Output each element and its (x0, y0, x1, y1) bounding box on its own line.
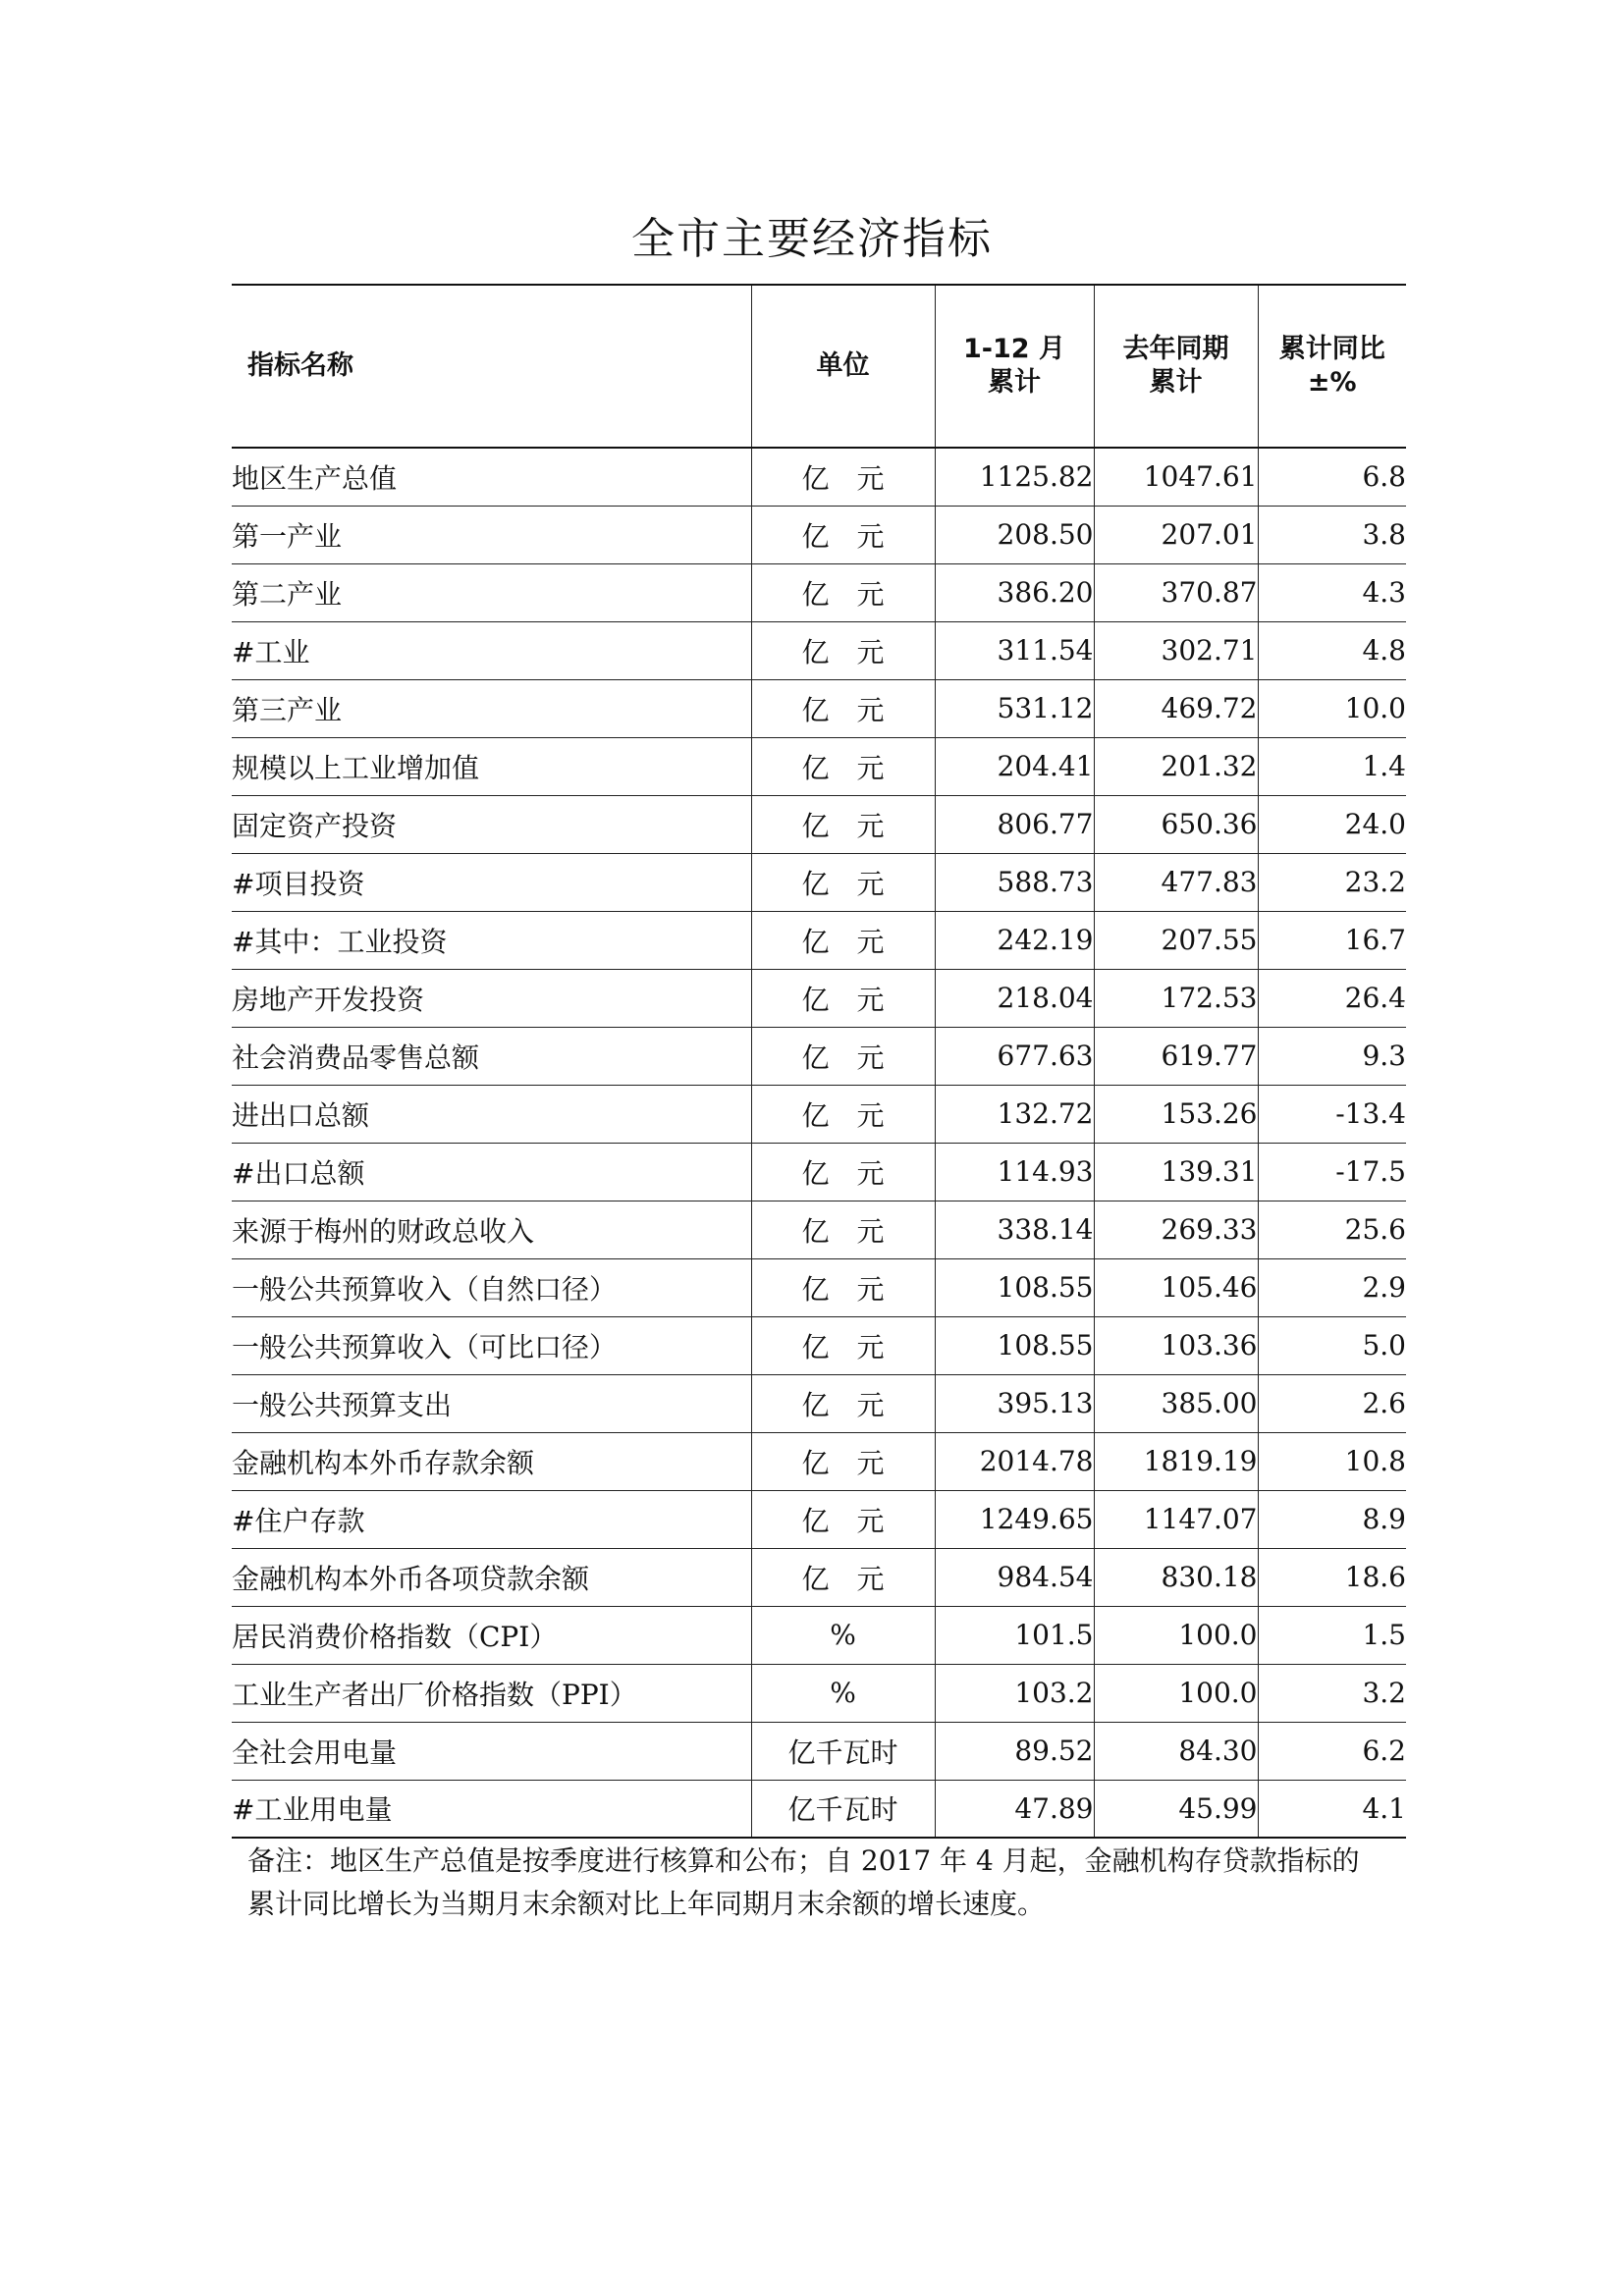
previous-value-cell: 385.00 (1094, 1374, 1258, 1432)
page-title: 全市主要经济指标 (631, 214, 993, 264)
table-row (232, 563, 1406, 621)
header-current-line2: 累计 (988, 367, 1041, 398)
indicator-name-cell: 规模以上工业增加值 (232, 737, 751, 795)
current-value-cell: 89.52 (935, 1722, 1094, 1780)
current-value-cell: 311.54 (935, 621, 1094, 679)
current-value-cell: 588.73 (935, 853, 1094, 911)
previous-value-cell: 1047.61 (1094, 448, 1258, 506)
header-previous-line1: 去年同期 (1122, 334, 1229, 364)
indicator-name-cell: 房地产开发投资 (232, 969, 751, 1027)
table-row (232, 853, 1406, 911)
current-value-cell: 395.13 (935, 1374, 1094, 1432)
indicators-table (232, 284, 1406, 1839)
current-value-cell: 677.63 (935, 1027, 1094, 1085)
current-value-cell: 204.41 (935, 737, 1094, 795)
indicator-name-cell: 金融机构本外币存款余额 (232, 1432, 751, 1490)
footnote-line-1: 备注：地区生产总值是按季度进行核算和公布；自 2017 年 4 月起，金融机构存贷款指标的 (247, 1844, 1360, 1877)
indicator-name-cell: 社会消费品零售总额 (232, 1027, 751, 1085)
yoy-change-cell: 4.3 (1258, 563, 1406, 621)
indicator-name-cell: 地区生产总值 (232, 448, 751, 506)
indicator-name-cell: 来源于梅州的财政总收入 (232, 1201, 751, 1258)
yoy-change-cell: 2.9 (1258, 1258, 1406, 1316)
unit-cell: 亿 元 (751, 679, 935, 737)
current-value-cell: 108.55 (935, 1316, 1094, 1374)
previous-value-cell: 207.01 (1094, 506, 1258, 563)
unit-cell: 亿 元 (751, 621, 935, 679)
table-body (232, 448, 1406, 1838)
current-value-cell: 386.20 (935, 563, 1094, 621)
table-row (232, 1143, 1406, 1201)
indicator-name-cell: 第三产业 (232, 679, 751, 737)
indicator-name-cell: 居民消费价格指数（CPI） (232, 1606, 751, 1664)
unit-cell: 亿 元 (751, 1548, 935, 1606)
previous-value-cell: 84.30 (1094, 1722, 1258, 1780)
previous-value-cell: 1819.19 (1094, 1432, 1258, 1490)
table-row (232, 1664, 1406, 1722)
previous-value-cell: 207.55 (1094, 911, 1258, 969)
indicator-name-cell: #工业用电量 (232, 1780, 751, 1838)
current-value-cell: 208.50 (935, 506, 1094, 563)
unit-cell: 亿 元 (751, 969, 935, 1027)
unit-cell: 亿 元 (751, 448, 935, 506)
unit-cell: 亿 元 (751, 563, 935, 621)
table-header-row (232, 285, 1406, 448)
table-row (232, 506, 1406, 563)
current-value-cell: 531.12 (935, 679, 1094, 737)
unit-cell: % (751, 1664, 935, 1722)
previous-value-cell: 153.26 (1094, 1085, 1258, 1143)
unit-cell: 亿 元 (751, 506, 935, 563)
unit-cell: 亿 元 (751, 795, 935, 853)
yoy-change-cell: 9.3 (1258, 1027, 1406, 1085)
current-value-cell: 47.89 (935, 1780, 1094, 1838)
yoy-change-cell: -17.5 (1258, 1143, 1406, 1201)
current-value-cell: 101.5 (935, 1606, 1094, 1664)
footnote (247, 1840, 1402, 1926)
current-value-cell: 114.93 (935, 1143, 1094, 1201)
previous-value-cell: 469.72 (1094, 679, 1258, 737)
current-value-cell: 103.2 (935, 1664, 1094, 1722)
indicator-name-cell: 进出口总额 (232, 1085, 751, 1143)
previous-value-cell: 302.71 (1094, 621, 1258, 679)
indicator-name-cell: #住户存款 (232, 1490, 751, 1548)
previous-value-cell: 100.0 (1094, 1664, 1258, 1722)
unit-cell: % (751, 1606, 935, 1664)
header-unit-label: 单位 (816, 350, 870, 381)
yoy-change-cell: 8.9 (1258, 1490, 1406, 1548)
yoy-change-cell: 5.0 (1258, 1316, 1406, 1374)
unit-cell: 亿 元 (751, 911, 935, 969)
yoy-change-cell: 3.2 (1258, 1664, 1406, 1722)
header-indicator-name (232, 285, 751, 448)
previous-value-cell: 1147.07 (1094, 1490, 1258, 1548)
yoy-change-cell: 3.8 (1258, 506, 1406, 563)
header-yoy-change (1258, 285, 1406, 448)
unit-cell: 亿 元 (751, 1490, 935, 1548)
table-row (232, 1780, 1406, 1838)
yoy-change-cell: 24.0 (1258, 795, 1406, 853)
indicator-name-cell: #出口总额 (232, 1143, 751, 1201)
unit-cell: 亿 元 (751, 1143, 935, 1201)
current-value-cell: 132.72 (935, 1085, 1094, 1143)
current-value-cell: 2014.78 (935, 1432, 1094, 1490)
previous-value-cell: 100.0 (1094, 1606, 1258, 1664)
header-previous-line2: 累计 (1149, 367, 1203, 398)
table-row (232, 795, 1406, 853)
current-value-cell: 108.55 (935, 1258, 1094, 1316)
table-row (232, 679, 1406, 737)
indicator-name-cell: 金融机构本外币各项贷款余额 (232, 1548, 751, 1606)
unit-cell: 亿 元 (751, 1374, 935, 1432)
table-row (232, 737, 1406, 795)
yoy-change-cell: 10.0 (1258, 679, 1406, 737)
yoy-change-cell: 4.8 (1258, 621, 1406, 679)
yoy-change-cell: -13.4 (1258, 1085, 1406, 1143)
indicator-name-cell: 一般公共预算收入（自然口径） (232, 1258, 751, 1316)
unit-cell: 亿 元 (751, 737, 935, 795)
indicator-name-cell: 全社会用电量 (232, 1722, 751, 1780)
table-row (232, 1258, 1406, 1316)
previous-value-cell: 650.36 (1094, 795, 1258, 853)
yoy-change-cell: 1.5 (1258, 1606, 1406, 1664)
table-row (232, 1085, 1406, 1143)
yoy-change-cell: 6.8 (1258, 448, 1406, 506)
table-row (232, 1027, 1406, 1085)
table-row (232, 448, 1406, 506)
yoy-change-cell: 18.6 (1258, 1548, 1406, 1606)
yoy-change-cell: 26.4 (1258, 969, 1406, 1027)
yoy-change-cell: 6.2 (1258, 1722, 1406, 1780)
previous-value-cell: 45.99 (1094, 1780, 1258, 1838)
unit-cell: 亿 元 (751, 1316, 935, 1374)
indicator-name-cell: 工业生产者出厂价格指数（PPI） (232, 1664, 751, 1722)
indicator-name-cell: 一般公共预算收入（可比口径） (232, 1316, 751, 1374)
header-current-cumulative (935, 285, 1094, 448)
unit-cell: 亿千瓦时 (751, 1722, 935, 1780)
current-value-cell: 242.19 (935, 911, 1094, 969)
unit-cell: 亿 元 (751, 1027, 935, 1085)
previous-value-cell: 477.83 (1094, 853, 1258, 911)
header-unit (751, 285, 935, 448)
header-indicator-name-label: 指标名称 (247, 350, 353, 381)
yoy-change-cell: 16.7 (1258, 911, 1406, 969)
current-value-cell: 984.54 (935, 1548, 1094, 1606)
current-value-cell: 806.77 (935, 795, 1094, 853)
unit-cell: 亿 元 (751, 1258, 935, 1316)
previous-value-cell: 370.87 (1094, 563, 1258, 621)
table-row (232, 969, 1406, 1027)
current-value-cell: 338.14 (935, 1201, 1094, 1258)
table-row (232, 1722, 1406, 1780)
table-row (232, 1490, 1406, 1548)
previous-value-cell: 172.53 (1094, 969, 1258, 1027)
table-row (232, 621, 1406, 679)
current-value-cell: 1249.65 (935, 1490, 1094, 1548)
previous-value-cell: 201.32 (1094, 737, 1258, 795)
table-row (232, 911, 1406, 969)
indicator-name-cell: 第二产业 (232, 563, 751, 621)
previous-value-cell: 269.33 (1094, 1201, 1258, 1258)
yoy-change-cell: 1.4 (1258, 737, 1406, 795)
current-value-cell: 1125.82 (935, 448, 1094, 506)
table-row (232, 1606, 1406, 1664)
footnote-line-2: 累计同比增长为当期月末余额对比上年同期月末余额的增长速度。 (247, 1888, 1046, 1920)
previous-value-cell: 103.36 (1094, 1316, 1258, 1374)
unit-cell: 亿 元 (751, 1201, 935, 1258)
header-yoy-line1: 累计同比 (1278, 334, 1385, 364)
current-value-cell: 218.04 (935, 969, 1094, 1027)
table-row (232, 1432, 1406, 1490)
table-row (232, 1316, 1406, 1374)
table-row (232, 1548, 1406, 1606)
indicator-name-cell: #项目投资 (232, 853, 751, 911)
previous-value-cell: 105.46 (1094, 1258, 1258, 1316)
indicator-name-cell: #工业 (232, 621, 751, 679)
yoy-change-cell: 10.8 (1258, 1432, 1406, 1490)
previous-value-cell: 830.18 (1094, 1548, 1258, 1606)
indicator-name-cell: #其中：工业投资 (232, 911, 751, 969)
yoy-change-cell: 4.1 (1258, 1780, 1406, 1838)
yoy-change-cell: 2.6 (1258, 1374, 1406, 1432)
unit-cell: 亿 元 (751, 1432, 935, 1490)
header-previous-cumulative (1094, 285, 1258, 448)
header-yoy-line2: ±% (1307, 367, 1357, 398)
unit-cell: 亿 元 (751, 1085, 935, 1143)
indicator-name-cell: 一般公共预算支出 (232, 1374, 751, 1432)
indicator-name-cell: 固定资产投资 (232, 795, 751, 853)
indicator-name-cell: 第一产业 (232, 506, 751, 563)
table-row (232, 1374, 1406, 1432)
previous-value-cell: 619.77 (1094, 1027, 1258, 1085)
unit-cell: 亿千瓦时 (751, 1780, 935, 1838)
unit-cell: 亿 元 (751, 853, 935, 911)
yoy-change-cell: 25.6 (1258, 1201, 1406, 1258)
yoy-change-cell: 23.2 (1258, 853, 1406, 911)
previous-value-cell: 139.31 (1094, 1143, 1258, 1201)
header-current-line1: 1-12 月 (963, 334, 1065, 364)
table-row (232, 1201, 1406, 1258)
